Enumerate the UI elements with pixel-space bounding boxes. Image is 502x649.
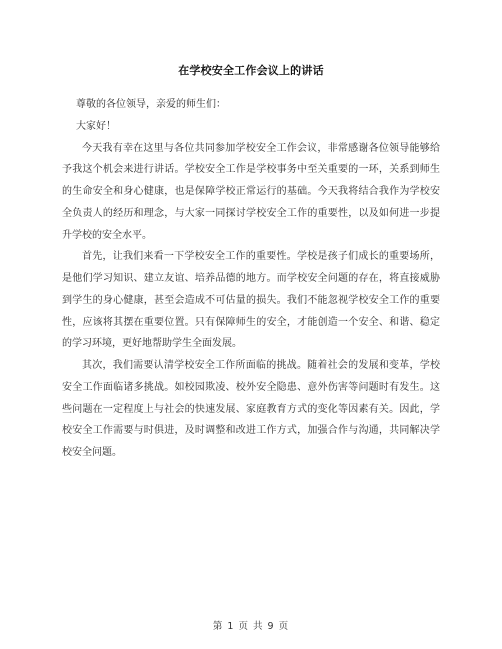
greeting: 大家好！ (76, 120, 116, 132)
paragraph-3: 其次，我们需要认清学校安全工作所面临的挑战。随着社会的发展和变革，学校安全工作面临诸多挑战。如校园欺凌、校外安全隐患、意外伤害等问题时有发生。这些问题在一定程度上与社会的快速发展、家庭教育方式的变化等因素有关。因此，学校安全工作需要与时俱进，及时调整和改进工作方式，加强合作与沟通，共同解决学校安全问题。 (62, 360, 440, 458)
paragraph-1: 今天我有幸在这里与各位共同参加学校安全工作会议，非常感谢各位领导能够给予我这个机会来进行讲话。学校安全工作是学校事务中至关重要的一环，关系到师生的生命安全和身心健康，也是保障学校正常运行的基础。今天我将结合我作为学校安全负责人的经历和理念，与大家一同探讨学校安全工作的重要性，以及如何进一步提升学校的安全水平。 (62, 142, 440, 241)
document-title: 在学校安全工作会议上的讲话 (178, 64, 324, 77)
paragraph-2: 首先，让我们来看一下学校安全工作的重要性。学校是孩子们成长的重要场所，是他们学习知识、建立友谊、培养品德的地方。而学校安全问题的存在，将直接威胁到学生的身心健康，甚至会造成不可估量的损失。我们不能忽视学校安全工作的重要性，应该将其摆在重要位置。只有保障师生的安全，才能创造一个安全、和谐、稳定的学习环境，更好地帮助学生全面发展。 (62, 251, 440, 350)
salutation: 尊敬的各位领导，亲爱的师生们： (76, 99, 226, 110)
document-body (62, 94, 440, 464)
page-number: 第 1 页 共 9 页 (212, 621, 290, 632)
